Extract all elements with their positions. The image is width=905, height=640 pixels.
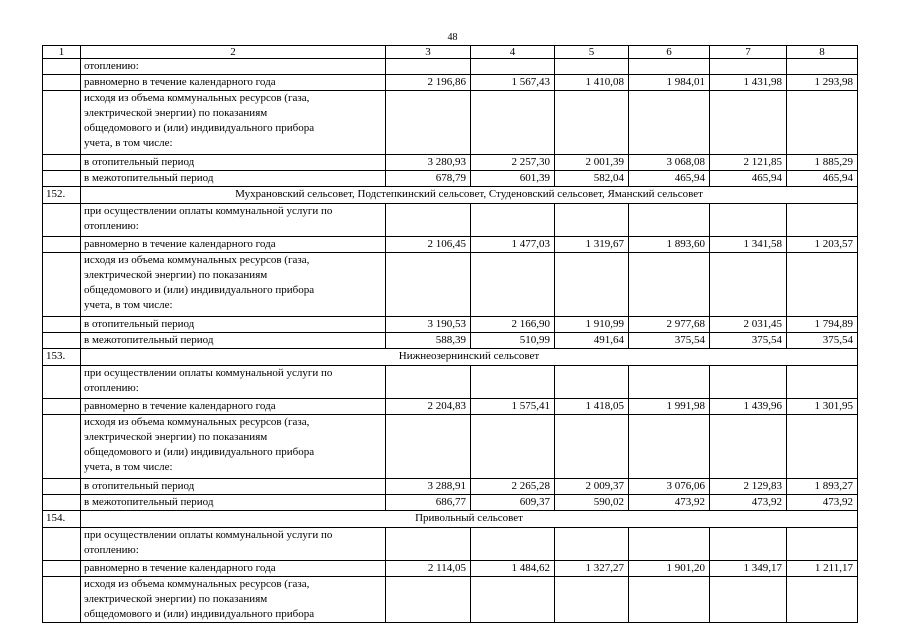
column-header: 4 [471, 46, 555, 59]
row-index-cell [43, 204, 81, 237]
value-cell: 2 106,45 [386, 237, 471, 253]
table-row [43, 317, 858, 333]
value-cell [471, 577, 555, 623]
row-index-cell [43, 155, 81, 171]
row-index-cell [43, 171, 81, 187]
description-line: исходя из объема коммунальных ресурсов (газа, [84, 578, 310, 590]
column-header: 6 [629, 46, 710, 59]
value-cell [471, 253, 555, 317]
value-cell [629, 366, 710, 399]
value-cell [555, 528, 629, 561]
description-line: учета, в том числе: [84, 299, 173, 311]
value-cell [471, 59, 555, 75]
row-description [81, 253, 386, 317]
value-cell [386, 577, 471, 623]
row-index-cell [43, 333, 81, 349]
description-line: исходя из объема коммунальных ресурсов (газа, [84, 416, 310, 428]
description-line: электрической энергии) по показаниям [84, 593, 268, 605]
table-row [43, 171, 858, 187]
value-cell [710, 59, 787, 75]
table-row [43, 204, 858, 237]
description-line: электрической энергии) по показаниям [84, 107, 268, 119]
table-row [43, 366, 858, 399]
column-header: 5 [555, 46, 629, 59]
value-cell: 1 410,08 [555, 75, 629, 91]
column-header: 2 [81, 46, 386, 59]
description-line: отоплению: [84, 220, 139, 232]
value-cell: 465,94 [787, 171, 858, 187]
value-cell: 3 280,93 [386, 155, 471, 171]
row-description [81, 91, 386, 155]
section-title: Привольный сельсовет [81, 511, 858, 528]
value-cell [471, 528, 555, 561]
value-cell: 686,77 [386, 495, 471, 511]
value-cell: 1 349,17 [710, 561, 787, 577]
description-line: общедомового и (или) индивидуального прибора [84, 608, 315, 620]
value-cell [629, 59, 710, 75]
row-description: равномерно в течение календарного года [81, 399, 386, 415]
row-description: равномерно в течение календарного года [81, 237, 386, 253]
row-index-cell [43, 528, 81, 561]
row-description: в отопительный период [81, 155, 386, 171]
value-cell [386, 366, 471, 399]
description-line: учета, в том числе: [84, 137, 173, 149]
table-row [43, 59, 858, 75]
value-cell [555, 91, 629, 155]
description-line: при осуществлении оплаты коммунальной услуги по [84, 367, 333, 379]
value-cell [710, 253, 787, 317]
table-row [43, 479, 858, 495]
value-cell [710, 415, 787, 479]
value-cell: 1 893,60 [629, 237, 710, 253]
row-description: в отопительный период [81, 479, 386, 495]
section-index: 154. [43, 511, 81, 528]
row-index-cell [43, 577, 81, 623]
value-cell: 1 327,27 [555, 561, 629, 577]
value-cell [555, 253, 629, 317]
value-cell: 510,99 [471, 333, 555, 349]
section-row [43, 187, 858, 204]
value-cell: 1 431,98 [710, 75, 787, 91]
row-description: в отопительный период [81, 317, 386, 333]
value-cell: 1 341,58 [710, 237, 787, 253]
value-cell [386, 415, 471, 479]
column-header: 8 [787, 46, 858, 59]
row-description [81, 204, 386, 237]
row-index-cell [43, 495, 81, 511]
value-cell: 375,54 [629, 333, 710, 349]
row-description: равномерно в течение календарного года [81, 561, 386, 577]
value-cell: 375,54 [710, 333, 787, 349]
value-cell: 2 001,39 [555, 155, 629, 171]
description-line: общедомового и (или) индивидуального прибора [84, 284, 315, 296]
section-index: 152. [43, 187, 81, 204]
column-header: 3 [386, 46, 471, 59]
value-cell: 2 121,85 [710, 155, 787, 171]
row-description: в межотопительный период [81, 495, 386, 511]
value-cell: 588,39 [386, 333, 471, 349]
value-cell: 1 439,96 [710, 399, 787, 415]
value-cell: 1 885,29 [787, 155, 858, 171]
row-index-cell [43, 253, 81, 317]
value-cell [629, 528, 710, 561]
value-cell: 465,94 [710, 171, 787, 187]
table-row [43, 253, 858, 317]
description-line: отоплению: [84, 60, 139, 72]
value-cell [555, 415, 629, 479]
table-row [43, 91, 858, 155]
value-cell [710, 528, 787, 561]
row-index-cell [43, 59, 81, 75]
value-cell: 1 477,03 [471, 237, 555, 253]
table-row [43, 75, 858, 91]
value-cell [787, 253, 858, 317]
row-index-cell [43, 561, 81, 577]
value-cell [386, 253, 471, 317]
value-cell: 2 031,45 [710, 317, 787, 333]
value-cell: 1 910,99 [555, 317, 629, 333]
row-description: в межотопительный период [81, 333, 386, 349]
value-cell: 2 166,90 [471, 317, 555, 333]
value-cell [710, 91, 787, 155]
table-row [43, 577, 858, 623]
value-cell [386, 204, 471, 237]
description-line: электрической энергии) по показаниям [84, 269, 268, 281]
row-description [81, 59, 386, 75]
section-title: Мухрановский сельсовет, Подстепкинский сельсовет, Студеновский сельсовет, Яманский сельсовет [81, 187, 858, 204]
row-index-cell [43, 415, 81, 479]
value-cell: 609,37 [471, 495, 555, 511]
table-row [43, 237, 858, 253]
table-row [43, 561, 858, 577]
row-index-cell [43, 91, 81, 155]
section-row [43, 349, 858, 366]
table-row [43, 495, 858, 511]
table-row [43, 415, 858, 479]
row-index-cell [43, 399, 81, 415]
value-cell: 1 893,27 [787, 479, 858, 495]
value-cell [555, 204, 629, 237]
section-index: 153. [43, 349, 81, 366]
value-cell: 2 977,68 [629, 317, 710, 333]
row-description [81, 366, 386, 399]
value-cell: 1 418,05 [555, 399, 629, 415]
row-description: равномерно в течение календарного года [81, 75, 386, 91]
value-cell: 1 301,95 [787, 399, 858, 415]
description-line: исходя из объема коммунальных ресурсов (газа, [84, 254, 310, 266]
value-cell: 1 211,17 [787, 561, 858, 577]
value-cell: 1 293,98 [787, 75, 858, 91]
value-cell [471, 204, 555, 237]
table-row [43, 528, 858, 561]
value-cell [386, 528, 471, 561]
tariff-table [42, 45, 858, 623]
value-cell [555, 577, 629, 623]
value-cell [710, 366, 787, 399]
value-cell: 375,54 [787, 333, 858, 349]
value-cell [710, 577, 787, 623]
value-cell: 1 484,62 [471, 561, 555, 577]
description-line: исходя из объема коммунальных ресурсов (газа, [84, 92, 310, 104]
description-line: общедомового и (или) индивидуального прибора [84, 122, 315, 134]
value-cell [710, 204, 787, 237]
value-cell [787, 204, 858, 237]
value-cell: 2 196,86 [386, 75, 471, 91]
section-row [43, 511, 858, 528]
value-cell [471, 366, 555, 399]
value-cell: 2 257,30 [471, 155, 555, 171]
value-cell: 1 567,43 [471, 75, 555, 91]
value-cell [629, 415, 710, 479]
value-cell: 582,04 [555, 171, 629, 187]
description-line: при осуществлении оплаты коммунальной услуги по [84, 205, 333, 217]
value-cell: 3 190,53 [386, 317, 471, 333]
value-cell [555, 59, 629, 75]
value-cell: 1 984,01 [629, 75, 710, 91]
value-cell [787, 91, 858, 155]
value-cell [555, 366, 629, 399]
value-cell [787, 577, 858, 623]
value-cell [386, 91, 471, 155]
value-cell [787, 366, 858, 399]
column-header-row [43, 46, 858, 59]
value-cell [629, 577, 710, 623]
value-cell: 1 794,89 [787, 317, 858, 333]
description-line: общедомового и (или) индивидуального прибора [84, 446, 315, 458]
description-line: при осуществлении оплаты коммунальной услуги по [84, 529, 333, 541]
table-row [43, 399, 858, 415]
page-number: 48 [447, 32, 458, 43]
description-line: учета, в том числе: [84, 461, 173, 473]
value-cell: 1 203,57 [787, 237, 858, 253]
value-cell: 473,92 [629, 495, 710, 511]
description-line: электрической энергии) по показаниям [84, 431, 268, 443]
value-cell: 2 129,83 [710, 479, 787, 495]
value-cell: 2 009,37 [555, 479, 629, 495]
row-description: в межотопительный период [81, 171, 386, 187]
row-index-cell [43, 479, 81, 495]
value-cell [471, 415, 555, 479]
value-cell [787, 59, 858, 75]
value-cell: 3 076,06 [629, 479, 710, 495]
description-line: отоплению: [84, 382, 139, 394]
value-cell [471, 91, 555, 155]
value-cell: 2 265,28 [471, 479, 555, 495]
value-cell: 491,64 [555, 333, 629, 349]
row-index-cell [43, 75, 81, 91]
value-cell: 1 991,98 [629, 399, 710, 415]
value-cell: 3 288,91 [386, 479, 471, 495]
value-cell: 1 575,41 [471, 399, 555, 415]
table-body [43, 46, 858, 623]
section-title: Нижнеозернинский сельсовет [81, 349, 858, 366]
column-header: 1 [43, 46, 81, 59]
column-header: 7 [710, 46, 787, 59]
value-cell [787, 528, 858, 561]
value-cell [629, 253, 710, 317]
value-cell [787, 415, 858, 479]
value-cell [629, 204, 710, 237]
row-description [81, 577, 386, 623]
table-row [43, 155, 858, 171]
value-cell: 1 901,20 [629, 561, 710, 577]
table-row [43, 333, 858, 349]
description-line: отоплению: [84, 544, 139, 556]
value-cell [386, 59, 471, 75]
value-cell: 473,92 [710, 495, 787, 511]
row-description [81, 528, 386, 561]
value-cell [629, 91, 710, 155]
value-cell: 465,94 [629, 171, 710, 187]
row-index-cell [43, 317, 81, 333]
value-cell: 590,02 [555, 495, 629, 511]
row-index-cell [43, 237, 81, 253]
value-cell: 1 319,67 [555, 237, 629, 253]
value-cell: 3 068,08 [629, 155, 710, 171]
value-cell: 2 204,83 [386, 399, 471, 415]
value-cell: 678,79 [386, 171, 471, 187]
row-description [81, 415, 386, 479]
value-cell: 2 114,05 [386, 561, 471, 577]
value-cell: 473,92 [787, 495, 858, 511]
value-cell: 601,39 [471, 171, 555, 187]
row-index-cell [43, 366, 81, 399]
